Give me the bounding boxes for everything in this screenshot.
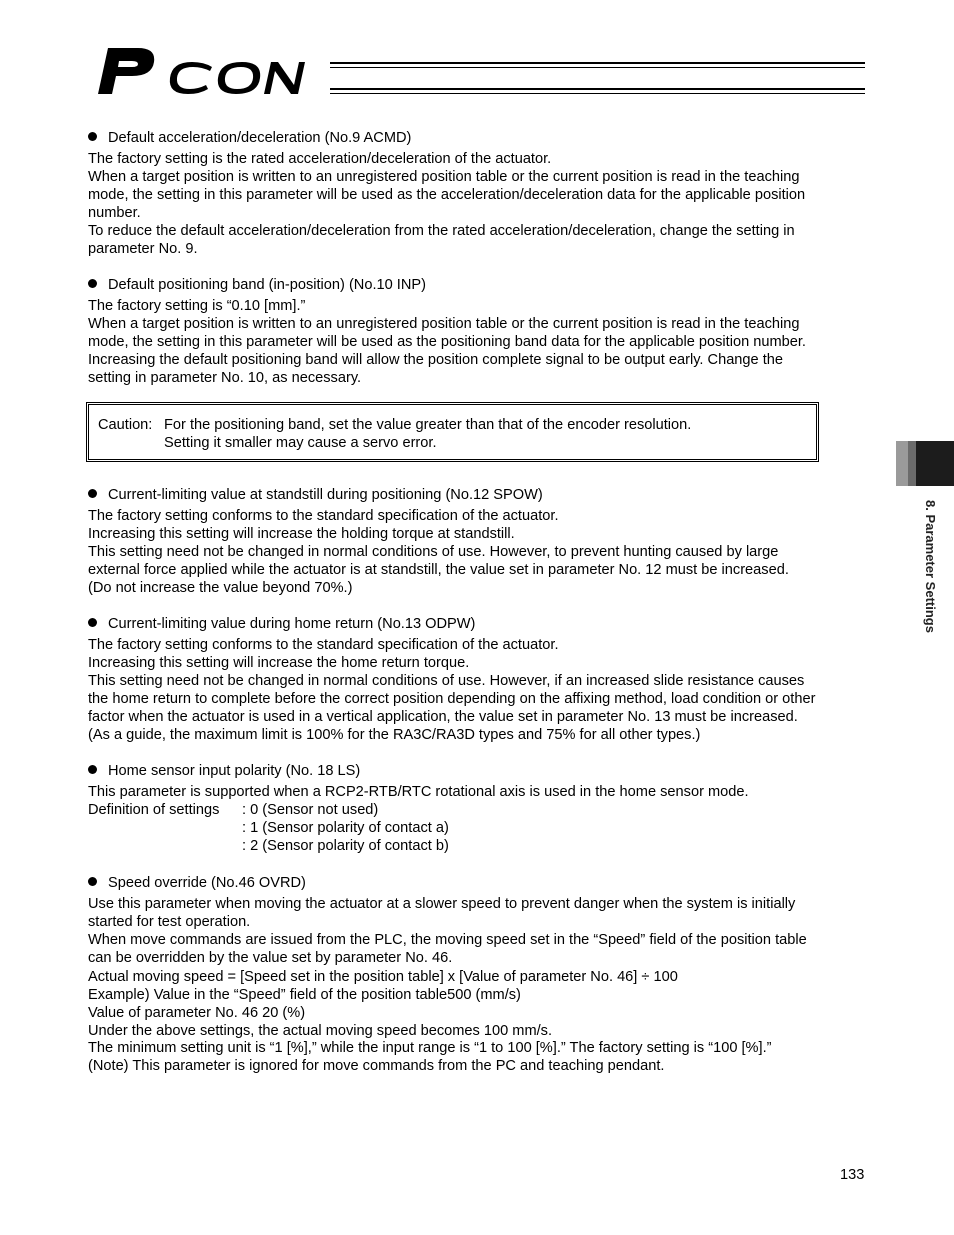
body-text: Increasing the default positioning band will allow the position complete signal to be output early. Change the	[88, 352, 783, 368]
body-text: Use this parameter when moving the actuator at a slower speed to prevent danger when the system is initially	[88, 896, 796, 912]
section-heading: Speed override (No.46 OVRD)	[88, 874, 306, 892]
body-text: parameter No. 9.	[88, 241, 198, 257]
body-text: Under the above settings, the actual moving speed becomes 100 mm/s.	[88, 1023, 553, 1039]
body-text: Increasing this setting will increase the holding torque at standstill.	[88, 526, 515, 542]
bullet-icon	[88, 132, 97, 141]
header-rule	[330, 67, 865, 68]
body-text: setting in parameter No. 10, as necessary.	[88, 370, 362, 386]
body-text: mode, the setting in this parameter will be used as the acceleration/deceleration data for the applicable position	[88, 187, 806, 203]
body-text: mode, the setting in this parameter will be used as the positioning band data for the applicable position number.	[88, 334, 806, 350]
body-text: When move commands are issued from the PLC, the moving speed set in the “Speed” field of the position table	[88, 932, 807, 948]
pcon-logo	[94, 44, 334, 96]
body-text: The factory setting conforms to the standard specification of the actuator.	[88, 637, 559, 653]
bullet-icon	[88, 877, 97, 886]
caution-box	[88, 404, 817, 460]
body-text: This setting need not be changed in normal conditions of use. However, to prevent hunting caused by large	[88, 544, 779, 560]
body-text: When a target position is written to an unregistered position table or the current position is read in the teaching	[88, 169, 800, 185]
setting-option: : 1 (Sensor polarity of contact a)	[242, 820, 449, 836]
body-text: The factory setting is the rated acceleration/deceleration of the actuator.	[88, 151, 552, 167]
body-text: external force applied while the actuator is at standstill, the value set in parameter No. 12 must be increased.	[88, 562, 789, 578]
example-text: Example) Value in the “Speed” field of the position table500 (mm/s)	[88, 987, 521, 1003]
example-text: Value of parameter No. 46 20 (%)	[88, 1005, 306, 1021]
header-rule	[330, 62, 865, 64]
header-rule	[330, 88, 865, 90]
bullet-icon	[88, 489, 97, 498]
note-text: (Note) This parameter is ignored for move commands from the PC and teaching pendant.	[88, 1058, 665, 1074]
body-text: The factory setting conforms to the standard specification of the actuator.	[88, 508, 559, 524]
bullet-icon	[88, 618, 97, 627]
bullet-icon	[88, 765, 97, 774]
section-heading: Default acceleration/deceleration (No.9 ACMD)	[88, 129, 411, 147]
body-text: This parameter is supported when a RCP2-RTB/RTC rotational axis is used in the home sensor mode.	[88, 784, 749, 800]
setting-option: : 0 (Sensor not used)	[242, 802, 379, 818]
chapter-side-title: 8. Parameter Settings	[923, 500, 938, 633]
body-text: the home return to complete before the correct position depending on the affixing method, load condition or other	[88, 691, 816, 707]
formula-text: Actual moving speed = [Speed set in the position table] x [Value of parameter No. 46] ÷ 100	[88, 969, 678, 985]
caution-label: Caution:	[98, 417, 153, 433]
body-text: The minimum setting unit is “1 [%],” while the input range is “1 to 100 [%].” The factory setting is “100 [%].”	[88, 1040, 772, 1056]
body-text: can be overridden by the value set by parameter No. 46.	[88, 950, 453, 966]
header-rule	[330, 93, 865, 94]
page-number: 133	[840, 1167, 865, 1183]
chapter-tab-marker	[908, 441, 916, 486]
section-heading: Current-limiting value at standstill during positioning (No.12 SPOW)	[88, 486, 543, 504]
chapter-tab-marker	[916, 441, 954, 486]
chapter-tab-marker	[896, 441, 908, 486]
section-heading: Current-limiting value during home return (No.13 ODPW)	[88, 615, 475, 633]
body-text: (As a guide, the maximum limit is 100% for the RA3C/RA3D types and 75% for all other types.)	[88, 727, 701, 743]
body-text: started for test operation.	[88, 914, 251, 930]
section-heading: Home sensor input polarity (No. 18 LS)	[88, 762, 360, 780]
caution-text: For the positioning band, set the value greater than that of the encoder resolution. Setting it smaller may cause a servo error.	[164, 417, 692, 451]
body-text: When a target position is written to an unregistered position table or the current position is read in the teaching	[88, 316, 800, 332]
setting-option: : 2 (Sensor polarity of contact b)	[242, 838, 449, 854]
bullet-icon	[88, 279, 97, 288]
body-text: number.	[88, 205, 141, 221]
body-text: To reduce the default acceleration/deceleration from the rated acceleration/deceleration, change the setting in	[88, 223, 795, 239]
body-text: Increasing this setting will increase the home return torque.	[88, 655, 470, 671]
body-text: The factory setting is “0.10 [mm].”	[88, 298, 306, 314]
settings-label: Definition of settings	[88, 802, 220, 818]
body-text: (Do not increase the value beyond 70%.)	[88, 580, 353, 596]
body-text: This setting need not be changed in normal conditions of use. However, if an increased slide resistance causes	[88, 673, 805, 689]
body-text: factor when the actuator is used in a vertical application, the value set in parameter No. 13 must be increased.	[88, 709, 798, 725]
section-heading: Default positioning band (in-position) (No.10 INP)	[88, 276, 426, 294]
